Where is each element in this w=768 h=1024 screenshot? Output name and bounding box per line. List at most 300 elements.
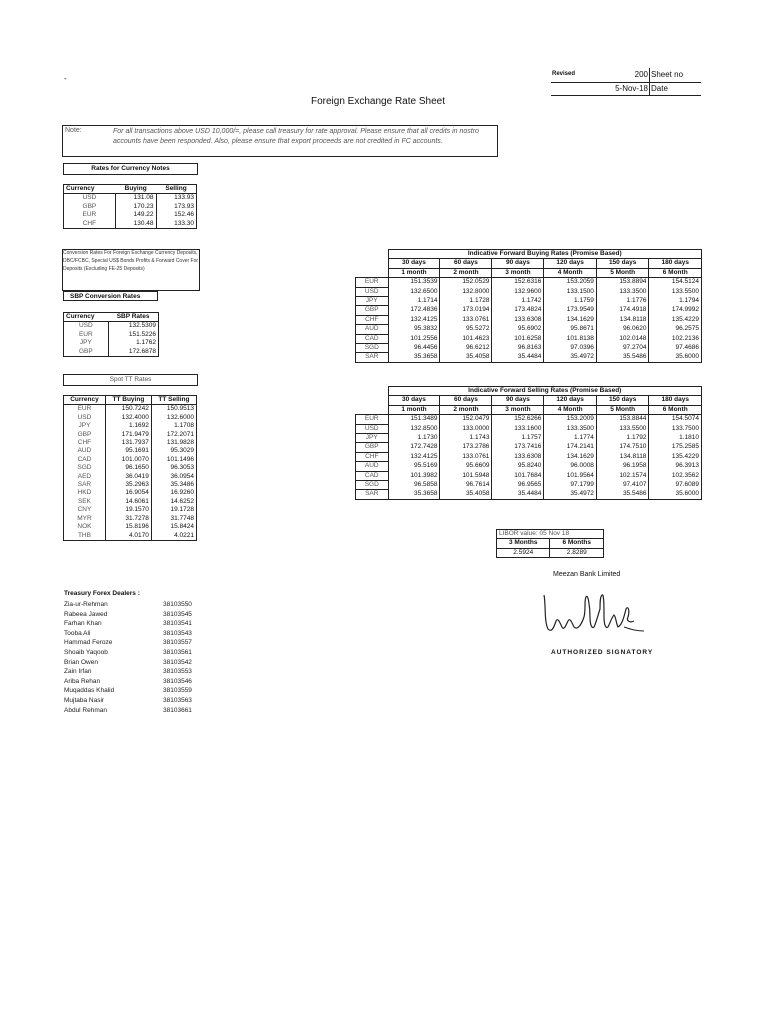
forward-selling-rate: 96.9565 [492,481,544,490]
libor-column-header: 3 Months [497,539,550,548]
forward-buying-currency: SGD [356,344,389,353]
spot-tt-selling: 14.6252 [151,498,196,506]
sbp-column-header: SBP Rates [108,313,158,322]
forward-buying-rate: 173.0194 [440,306,492,315]
spot-rate-row [64,523,197,531]
forward-buying-rate-row [356,315,702,324]
libor-table [496,529,604,558]
forward-selling-rate: 133.3500 [544,424,597,433]
forward-buying-rate: 1.1714 [388,297,440,306]
forward-buying-rate: 101.2556 [388,334,440,343]
spot-tt-selling: 1.1708 [151,422,196,430]
forward-selling-rate: 173.2786 [440,443,492,452]
forward-selling-rate: 174.7510 [596,443,649,452]
sbp-rate: 132.5309 [108,322,158,331]
forward-selling-rate: 133.1600 [492,424,544,433]
spacer [356,396,389,405]
dealer-phone: 38103561 [163,648,192,656]
forward-selling-rate: 95.5169 [388,462,440,471]
spot-currency: CAD [64,456,106,464]
forward-buying-rate: 132.6500 [388,287,440,296]
bank-name: Meezan Bank Limited [553,571,621,578]
forward-selling-rate: 1.1743 [440,434,492,443]
sbp-rate: 1.1762 [108,339,158,347]
forward-selling-rate: 1.1730 [388,434,440,443]
forward-selling-rate: 1.1792 [596,434,649,443]
header-rule-bottom [551,95,701,96]
forward-buying-rate-row [356,306,702,315]
header-rule-top [551,82,701,83]
forward-selling-rate-row [356,481,702,490]
spot-currency: AED [64,473,106,481]
forward-buying-rate: 101.4623 [440,334,492,343]
forward-buying-month-header: 1 month [388,268,440,277]
forward-selling-days-header: 30 days [388,396,440,405]
forward-selling-rate: 35.5486 [596,490,649,499]
forward-selling-rate-row [356,424,702,433]
forward-selling-rate: 135.4229 [649,452,702,461]
forward-buying-currency: JPY [356,297,389,306]
dealer-row [64,619,214,629]
spot-column-header: Currency [64,396,106,405]
forward-buying-currency: AUD [356,325,389,334]
forward-selling-currency: JPY [356,434,389,443]
spot-rate-row [64,473,197,481]
forward-buying-rate: 154.5124 [649,278,702,287]
libor-value: 2.8289 [550,548,604,557]
forward-selling-rate-row [356,443,702,452]
forward-buying-rate: 135.4229 [649,315,702,324]
spot-rate-row [64,489,197,497]
forward-buying-rate: 174.9992 [649,306,702,315]
sbp-currency: USD [64,322,109,331]
forward-buying-days-row [356,259,702,268]
forward-buying-rate: 35.4058 [440,353,492,362]
forward-selling-rate: 1.1757 [492,434,544,443]
spot-rate-row [64,405,197,414]
forward-buying-rate-row [356,287,702,296]
forward-selling-rate: 133.7500 [649,424,702,433]
page-title: Foreign Exchange Rate Sheet [311,96,445,107]
forward-buying-rate: 152.6316 [492,278,544,287]
forward-selling-rate: 97.6089 [649,481,702,490]
forward-buying-rate-row [356,297,702,306]
spot-tt-selling: 101.1496 [151,456,196,464]
forward-buying-rate: 96.0620 [596,325,649,334]
dealers-list [64,600,214,715]
dealer-row [64,648,214,658]
forward-buying-rate: 152.0529 [440,278,492,287]
dealer-name: Ariba Rehan [64,677,101,685]
forward-buying-months-row [356,268,702,277]
notes-selling: 173.93 [156,203,196,211]
notes-rates-title: Rates for Currency Notes [63,163,198,175]
spot-currency: CNY [64,506,106,514]
spot-rate-row [64,506,197,514]
forward-selling-rate: 173.7416 [492,443,544,452]
forward-buying-rate-row [356,325,702,334]
forward-buying-currency: USD [356,287,389,296]
forward-buying-rate: 153.8894 [596,278,649,287]
sheet-number-label: Sheet no [651,70,684,79]
forward-buying-rate: 133.0761 [440,315,492,324]
forward-selling-month-header: 4 Month [544,405,597,414]
forward-selling-rate: 151.3489 [388,415,440,424]
forward-buying-rate: 172.4836 [388,306,440,315]
forward-selling-rate: 153.8844 [596,415,649,424]
sbp-rate-row [64,322,159,331]
forward-selling-rate: 97.4107 [596,481,649,490]
forward-selling-rate: 152.6266 [492,415,544,424]
sbp-rate-row [64,331,159,339]
forward-buying-rate: 35.4484 [492,353,544,362]
forward-buying-month-header: 5 Month [596,268,649,277]
forward-selling-currency: CAD [356,471,389,480]
dealer-name: Rabeea Jawed [64,610,108,618]
spot-tt-selling: 31.7748 [151,515,196,523]
sbp-header-row [64,313,159,322]
spot-rate-row [64,481,197,489]
dealer-phone: 38103563 [163,696,192,704]
forward-selling-rate-row [356,471,702,480]
forward-selling-days-header: 180 days [649,396,702,405]
forward-buying-rate: 133.3500 [596,287,649,296]
spot-title: Spot TT Rates [63,374,198,386]
spot-rates-table [63,395,197,541]
notes-rate-row [64,194,197,203]
notes-currency: GBP [64,203,116,211]
notes-column-header: Buying [115,185,156,194]
dealer-phone: 38103559 [163,687,192,695]
forward-selling-rate: 35.4484 [492,490,544,499]
notes-rate-row [64,211,197,219]
spot-tt-selling: 172.2071 [151,431,196,439]
dealer-name: Abdul Rehman [64,706,107,714]
spot-tt-buying: 150.7242 [105,405,151,414]
forward-buying-days-header: 60 days [440,259,492,268]
forward-selling-rate-row [356,415,702,424]
forward-selling-currency: CHF [356,452,389,461]
forward-buying-rate: 95.3832 [388,325,440,334]
spot-rate-row [64,447,197,455]
dealer-row [64,706,214,716]
spot-currency: THB [64,532,106,541]
sbp-rate-row [64,339,159,347]
spot-tt-buying: 171.9479 [105,431,151,439]
spot-tt-selling: 150.9513 [151,405,196,414]
dealer-phone: 38103546 [163,677,192,685]
forward-buying-days-header: 180 days [649,259,702,268]
notes-selling: 152.46 [156,211,196,219]
forward-buying-days-header: 150 days [596,259,649,268]
forward-selling-rate: 154.5074 [649,415,702,424]
spot-currency: MYR [64,515,106,523]
forward-selling-month-header: 1 month [388,405,440,414]
spot-currency: JPY [64,422,106,430]
forward-buying-rate: 132.4125 [388,315,440,324]
forward-buying-rate-row [356,334,702,343]
forward-selling-rate: 172.7428 [388,443,440,452]
forward-selling-rate: 95.6609 [440,462,492,471]
spot-tt-buying: 4.0170 [105,532,151,541]
notes-column-header: Selling [156,185,196,194]
spot-tt-selling: 132.6000 [151,414,196,422]
forward-buying-currency: CHF [356,315,389,324]
forward-selling-rate: 102.1574 [596,471,649,480]
forward-buying-rate: 133.1500 [544,287,597,296]
forward-buying-rate: 134.8118 [596,315,649,324]
spot-rate-row [64,456,197,464]
forward-selling-rate-row [356,434,702,443]
forward-buying-rate: 102.0148 [596,334,649,343]
dealer-phone: 38103543 [163,629,192,637]
note-text: For all transactions above USD 10,000/=, please call treasury for rate approval. Please ensure that all credits in nostro accounts have been responded. Also, please ensure that export proceeds are not credited in FC accounts. [113,128,479,145]
forward-buying-currency: EUR [356,278,389,287]
spot-currency: GBP [64,431,106,439]
forward-buying-rate: 134.1629 [544,315,597,324]
spot-rate-row [64,414,197,422]
spot-tt-selling: 96.3053 [151,464,196,472]
conversion-note: Conversion Rates For Foreign Exchange Currency Deposits, DBC/FCBC, Special US$ Bonds Profits & Forward Cover For Deposits (Excluding FE-25 Deposits) [62,249,200,291]
forward-selling-rate: 35.4972 [544,490,597,499]
forward-buying-rate-row [356,353,702,362]
spot-tt-buying: 36.0419 [105,473,151,481]
forward-buying-month-header: 2 month [440,268,492,277]
forward-buying-rate: 1.1759 [544,297,597,306]
forward-buying-rate: 97.2704 [596,344,649,353]
forward-buying-rate: 35.3658 [388,353,440,362]
spot-tt-buying: 35.2963 [105,481,151,489]
note-box [62,125,498,157]
dealer-row [64,677,214,687]
notes-currency: CHF [64,220,116,229]
forward-buying-rate: 1.1794 [649,297,702,306]
spot-currency: EUR [64,405,106,414]
dealer-row [64,600,214,610]
spot-tt-selling: 95.3029 [151,447,196,455]
forward-buying-rate-row [356,278,702,287]
spot-currency: CHF [64,439,106,447]
dealer-row [64,629,214,639]
forward-buying-rate: 96.2575 [649,325,702,334]
forward-selling-rate: 101.7684 [492,471,544,480]
forward-buying-rate: 153.2059 [544,278,597,287]
forward-selling-month-header: 5 Month [596,405,649,414]
forward-buying-rate: 97.0396 [544,344,597,353]
libor-title: LIBOR value: 05 Nov 18 [497,530,604,539]
sheet-date: 5-Nov-18 [615,84,648,93]
forward-buying-table [355,249,702,363]
forward-selling-rate: 133.0761 [440,452,492,461]
libor-value: 2.5924 [497,548,550,557]
spot-tt-selling: 4.0221 [151,532,196,541]
spot-header-row [64,396,197,405]
spot-tt-buying: 15.8196 [105,523,151,531]
spot-rate-row [64,498,197,506]
forward-selling-rate: 96.3913 [649,462,702,471]
spot-currency: SEK [64,498,106,506]
forward-selling-title: Indicative Forward Selling Rates (Promise Based) [388,387,702,396]
forward-selling-rate: 101.3982 [388,471,440,480]
notes-buying: 131.08 [115,194,156,203]
notes-rate-row [64,220,197,229]
forward-selling-rate: 96.7614 [440,481,492,490]
dealer-phone: 38103557 [163,639,192,647]
forward-selling-rate: 175.2585 [649,443,702,452]
libor-column-header: 6 Months [550,539,604,548]
dealer-phone: 38103542 [163,658,192,666]
spot-tt-buying: 14.6061 [105,498,151,506]
forward-buying-rate: 95.6902 [492,325,544,334]
spot-tt-buying: 16.9054 [105,489,151,497]
forward-selling-rate: 96.1958 [596,462,649,471]
signature-stroke [544,595,634,630]
forward-selling-currency: SGD [356,481,389,490]
spot-rate-row [64,439,197,447]
spot-currency: HKD [64,489,106,497]
forward-selling-rate: 133.6308 [492,452,544,461]
sbp-currency: GBP [64,348,109,357]
spot-column-header: TT Buying [105,396,151,405]
forward-buying-rate: 1.1776 [596,297,649,306]
forward-buying-rate: 96.4456 [388,344,440,353]
forward-selling-rate: 102.3562 [649,471,702,480]
spacer [356,259,389,268]
spot-rate-row [64,532,197,541]
forward-selling-rate: 152.0479 [440,415,492,424]
libor-value-row [497,548,604,557]
forward-buying-rate: 173.4824 [492,306,544,315]
spot-tt-selling: 36.0954 [151,473,196,481]
notes-selling: 133.30 [156,220,196,229]
dealer-name: Shoaib Yaqoob [64,648,108,656]
forward-buying-rate: 96.6212 [440,344,492,353]
forward-selling-rate: 153.2009 [544,415,597,424]
dealer-phone: 38103545 [163,610,192,618]
spot-rate-row [64,464,197,472]
dealer-row [64,610,214,620]
notes-selling: 133.93 [156,194,196,203]
forward-buying-rate: 97.4686 [649,344,702,353]
forward-selling-currency: EUR [356,415,389,424]
forward-buying-rate: 133.5500 [649,287,702,296]
forward-buying-rate: 35.4972 [544,353,597,362]
dealer-phone: 38103661 [163,706,192,714]
forward-selling-months-row [356,405,702,414]
forward-buying-month-header: 3 month [492,268,544,277]
forward-selling-rate: 96.0008 [544,462,597,471]
spot-tt-buying: 101.0070 [105,456,151,464]
forward-selling-rate: 95.8240 [492,462,544,471]
notes-rates-table [63,184,197,229]
forward-selling-rate: 132.4125 [388,452,440,461]
dealer-name: Brian Owen [64,658,98,666]
spot-tt-buying: 31.7278 [105,515,151,523]
dealer-name: Zia-ur-Rehman [64,601,108,608]
forward-buying-rate-row [356,344,702,353]
revised-label: Revised [552,71,576,77]
spot-rate-row [64,431,197,439]
forward-buying-rate: 102.2136 [649,334,702,343]
dealer-name: Hammad Feroze [64,639,113,647]
dealer-row [64,696,214,706]
dealer-phone: 38103553 [163,668,192,676]
sbp-currency: EUR [64,331,109,339]
spot-currency: USD [64,414,106,422]
spot-tt-selling: 16.9260 [151,489,196,497]
forward-selling-rate: 133.5500 [596,424,649,433]
forward-selling-rate: 35.3658 [388,490,440,499]
libor-title-row [497,530,604,539]
notes-buying: 149.22 [115,211,156,219]
forward-selling-rate: 35.6000 [649,490,702,499]
forward-selling-days-header: 150 days [596,396,649,405]
dealer-row [64,658,214,668]
forward-buying-days-header: 90 days [492,259,544,268]
forward-buying-month-header: 4 Month [544,268,597,277]
spacer [356,387,389,396]
spot-tt-selling: 15.8424 [151,523,196,531]
forward-selling-rate: 132.8500 [388,424,440,433]
forward-selling-month-header: 6 Month [649,405,702,414]
spot-rate-row [64,515,197,523]
spot-tt-buying: 132.4000 [105,414,151,422]
forward-buying-rate: 1.1742 [492,297,544,306]
forward-selling-currency: GBP [356,443,389,452]
forward-buying-rate: 95.5272 [440,325,492,334]
dealer-phone: 38103550 [163,601,192,608]
forward-selling-month-header: 3 month [492,405,544,414]
spot-tt-selling: 131.9828 [151,439,196,447]
forward-buying-rate: 132.8000 [440,287,492,296]
signature-image [538,587,658,643]
forward-buying-rate: 35.5486 [596,353,649,362]
forward-buying-currency: SAR [356,353,389,362]
forward-selling-rate: 97.1799 [544,481,597,490]
forward-buying-rate: 133.6308 [492,315,544,324]
sbp-rate: 151.5226 [108,331,158,339]
forward-selling-rate-row [356,462,702,471]
spot-rate-row [64,422,197,430]
forward-selling-days-header: 120 days [544,396,597,405]
forward-buying-rate: 174.4918 [596,306,649,315]
forward-buying-rate: 95.8671 [544,325,597,334]
notes-column-header: Currency [64,185,116,194]
sbp-rate-row [64,348,159,357]
sbp-rates-table [63,312,159,357]
forward-buying-rate: 101.8138 [544,334,597,343]
forward-buying-days-header: 120 days [544,259,597,268]
spot-tt-selling: 35.3486 [151,481,196,489]
forward-buying-currency: CAD [356,334,389,343]
dealer-name: Tooba Ali [64,629,91,637]
dealer-row [64,638,214,648]
forward-buying-rate: 1.1728 [440,297,492,306]
notes-rate-row [64,203,197,211]
sheet-date-label: Date [651,84,668,93]
dealer-name: Farhan Khan [64,620,102,628]
forward-buying-rate: 132.9600 [492,287,544,296]
spot-column-header: TT Selling [151,396,196,405]
authorized-signatory-label: AUTHORIZED SIGNATORY [551,649,654,656]
forward-selling-rate-row [356,452,702,461]
notes-currency: USD [64,194,116,203]
forward-buying-rate: 35.6000 [649,353,702,362]
dealer-name: Muqaddas Khalid [64,687,115,695]
forward-buying-days-header: 30 days [388,259,440,268]
forward-selling-currency: AUD [356,462,389,471]
forward-buying-rate: 173.9549 [544,306,597,315]
